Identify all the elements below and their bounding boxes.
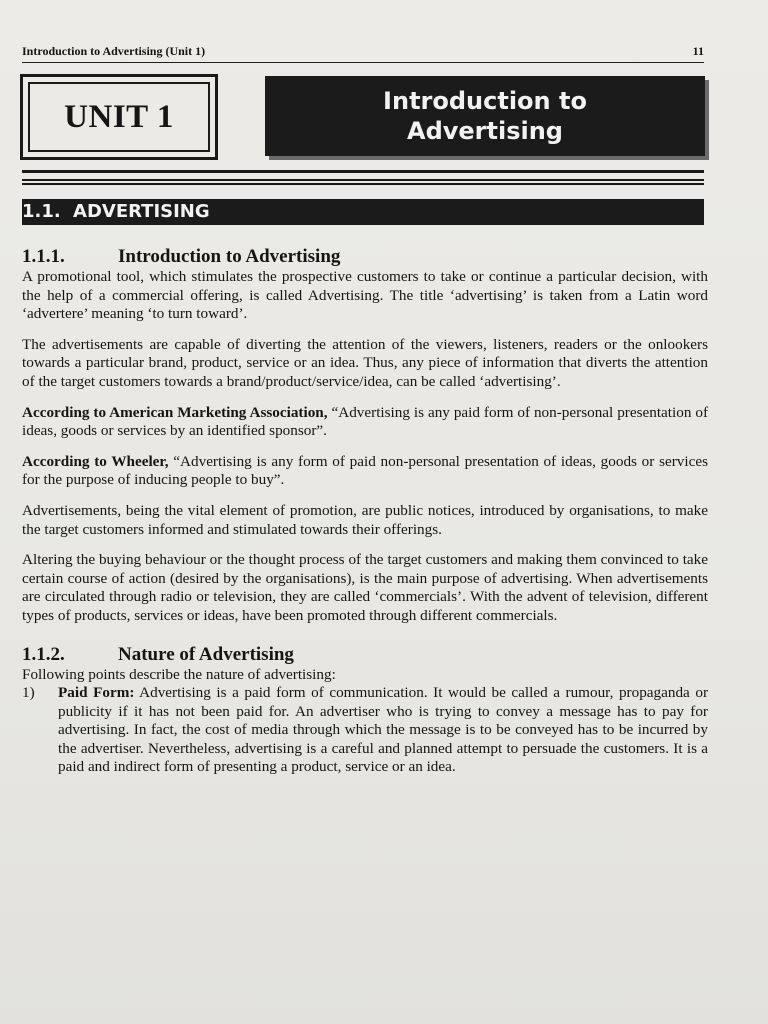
divider-double xyxy=(22,170,704,181)
paragraph-definition-wheeler xyxy=(22,453,708,490)
divider-thin xyxy=(22,183,704,185)
subsection-heading-2 xyxy=(22,644,708,666)
unit-title-line2: Advertising xyxy=(407,117,563,145)
unit-label-box xyxy=(20,74,218,160)
subsection-number: 1.1.2. xyxy=(22,643,65,665)
definition-text: “Advertising is any form of paid non-personal presentation of ideas, goods or services for the purpose of inducing people to buy”. xyxy=(22,452,708,489)
unit-label: UNIT 1 xyxy=(28,82,210,152)
section-heading xyxy=(22,199,704,225)
page-number: 11 xyxy=(692,44,704,58)
paragraph: Altering the buying behaviour or the thought process of the target customers and making them convinced to take certain course of action (desired by the organisations), is the main purpose of advertising. When advertisements are circulated through radio or television, they are called ‘commercials’. With the advent of television, different types of products, services or ideas, have been promoted through different commercials. xyxy=(22,551,708,624)
section-number: 1.1. xyxy=(22,201,61,222)
paragraph-intro: Following points describe the nature of advertising: xyxy=(22,665,336,683)
list-item xyxy=(22,684,708,777)
definition-text: “Advertising is any paid form of non-personal presentation of ideas, goods or services by an identified sponsor”. xyxy=(22,403,709,440)
subsection-title: Introduction to Advertising xyxy=(118,246,341,267)
paragraph-definition-ama xyxy=(22,404,708,441)
section-title: ADVERTISING xyxy=(73,201,210,222)
definition-source: According to American Marketing Association, xyxy=(22,403,328,421)
list-item-title: Paid Form: xyxy=(58,684,135,702)
paragraph: The advertisements are capable of diverting the attention of the viewers, listeners, readers or the onlookers towards a particular brand, product, service or an idea. Thus, any piece of information that diverts the attention of the target customers towards a brand/product/service/idea, can be called ‘advertising’. xyxy=(22,335,708,390)
paragraph: A promotional tool, which stimulates the prospective customers to take or continue a particular decision, with the help of a commercial offering, is called Advertising. The title ‘advertising’ is taken from a Latin word ‘advertere’ meaning ‘to turn toward’. xyxy=(22,268,708,323)
subsection-heading-1 xyxy=(22,246,708,268)
subsection-number: 1.1.1. xyxy=(22,246,65,267)
list-marker: 1) xyxy=(22,684,35,702)
subsection-title: Nature of Advertising xyxy=(118,643,294,665)
list-item-text: Advertising is a paid form of communication. It would be called a rumour, propaganda or publicity if it has not been paid for. An advertiser who is trying to convey a message has to pay for advertising. In fact, the cost of media through which the message is to be conveyed has to be incurred by the advertiser. Nevertheless, advertising is a careful and planned attempt to persuade the customers. It is a paid and indirect form of presenting a product, service or an idea. xyxy=(58,684,709,776)
running-header xyxy=(22,44,704,63)
unit-title-banner xyxy=(265,76,705,156)
paragraph: Advertisements, being the vital element of promotion, are public notices, introduced by organisations, to make the target customers informed and stimulated towards their offerings. xyxy=(22,501,708,538)
running-title: Introduction to Advertising (Unit 1) xyxy=(22,44,206,58)
body-content xyxy=(22,246,708,777)
definition-source: According to Wheeler, xyxy=(22,452,169,470)
unit-title-line1: Introduction to xyxy=(383,87,587,115)
nature-list xyxy=(22,684,708,777)
